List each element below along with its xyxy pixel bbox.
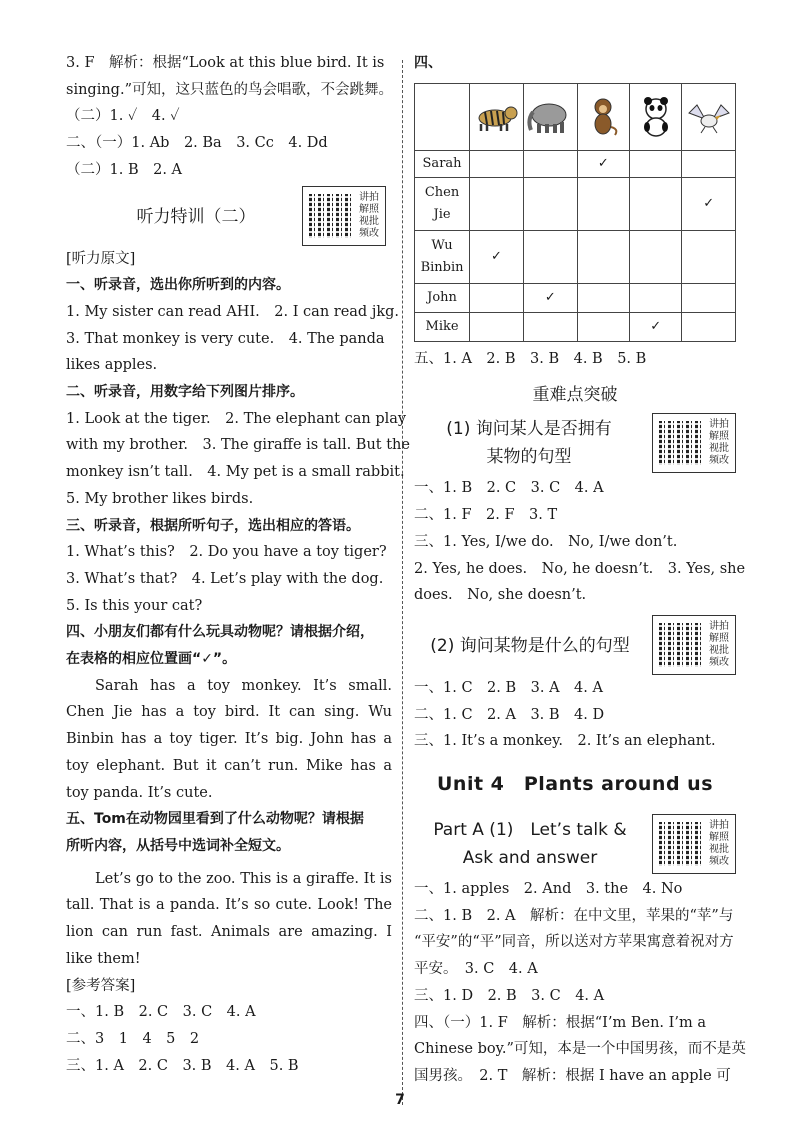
check-mark: ✓ (682, 177, 736, 230)
answer-line: 一、1. B 2. C 3. C 4. A (414, 480, 604, 497)
qr-code-icon (659, 822, 703, 866)
qr-code[interactable] (652, 814, 736, 874)
qr-code[interactable] (302, 186, 386, 246)
column-divider (402, 60, 403, 1105)
table-cell (470, 177, 524, 230)
table-row (415, 177, 736, 230)
table-cell (470, 283, 524, 312)
table-cell (682, 150, 736, 177)
subsection-title-line: 某物的句型 (486, 447, 572, 468)
tiger-icon (470, 88, 523, 146)
passage: Sarah has a toy monkey. It’s small. Chen Jie has a toy bird. It can sing. Wu Binbin has a toy tiger. It’s big. John has a toy elephant. But it can’t run. Mike has a toy panda. It’s cute. (66, 677, 392, 801)
part-heading: 二、听录音，用数字给下列图片排序。 (66, 384, 304, 401)
table-row (415, 230, 736, 283)
left-column (66, 50, 410, 1079)
table-row (415, 312, 736, 341)
table-header-cell (523, 83, 577, 150)
answer-line: 四、（一）1. F 解析：根据“I’m Ben. I’m a (414, 1014, 706, 1031)
qr-label: 讲拍解照视批频改 (359, 191, 379, 239)
page-number: 7 (395, 1092, 405, 1108)
answer-line: 二、1. C 2. A 3. B 4. D (414, 706, 605, 723)
text-line: （二）1. ✓ 4. ✓ (66, 108, 180, 125)
answers-heading: [参考答案] (66, 977, 136, 994)
table-cell (630, 283, 682, 312)
part-heading: 四、小朋友们都有什么玩具动物呢？请根据介绍， (66, 624, 374, 641)
text-line: likes apples. (66, 357, 158, 374)
qr-code-icon (659, 623, 703, 667)
table-cell (682, 312, 736, 341)
passage: Let’s go to the zoo. This is a giraffe. It is tall. That is a panda. It’s so cute. Look! The lion can run fast. Animals are amazing. I like them! (66, 870, 392, 967)
part-heading: 在表格的相应位置画“✓”。 (66, 651, 237, 668)
section-title-row (66, 184, 392, 246)
check-mark: ✓ (577, 150, 629, 177)
text-line: 3. F 解析：根据“Look at this blue bird. It is (66, 55, 385, 71)
table-cell (470, 312, 524, 341)
qr-label: 讲拍解照视批频改 (709, 620, 729, 668)
original-heading: [听力原文] (66, 250, 136, 267)
text-line: 3. What’s that? 4. Let’s play with the dog. (66, 570, 384, 587)
table-cell (523, 150, 577, 177)
text-line: 5. Is this your cat? (66, 597, 203, 614)
part-heading: 一、听录音，选出你所听到的内容。 (66, 277, 290, 294)
table-cell (630, 230, 682, 283)
answer-line: 三、1. It’s a monkey. 2. It’s an elephant. (414, 733, 716, 750)
table-row (415, 283, 736, 312)
answer-line: 一、1. B 2. C 3. C 4. A (66, 1004, 256, 1021)
table-cell (577, 230, 629, 283)
answer-line: 三、1. Yes, I/we do. No, I/we don’t. (414, 533, 678, 550)
text-line: with my brother. 3. The giraffe is tall. But the (66, 437, 410, 454)
part-heading: 三、听录音，根据所听句子，选出相应的答语。 (66, 517, 360, 534)
right-column (414, 50, 746, 1090)
part-title (414, 816, 646, 872)
table-cell (630, 150, 682, 177)
table-cell (577, 312, 629, 341)
text-line: singing.”可知，这只蓝色的鸟会唱歌，不会跳舞。 (66, 81, 393, 98)
answer-line: 三、1. A 2. C 3. B 4. A 5. B (66, 1057, 299, 1074)
check-mark: ✓ (630, 312, 682, 341)
animal-table (414, 83, 736, 342)
text-line: 二、（一）1. Ab 2. Ba 3. Cc 4. Dd (66, 135, 328, 152)
text-line: monkey isn’t tall. 4. My pet is a small rabbit. (66, 464, 405, 481)
qr-label: 讲拍解照视批频改 (709, 820, 729, 868)
table-header-cell (682, 83, 736, 150)
row-name: Sarah (415, 150, 470, 177)
row-name: John (415, 283, 470, 312)
table-cell (523, 312, 577, 341)
check-mark: ✓ (523, 283, 577, 312)
table-header-cell (577, 83, 629, 150)
answer-line: 国男孩。 2. T 解析：根据 I have an apple 可 (414, 1067, 731, 1084)
bird-icon (682, 88, 735, 146)
monkey-icon (578, 88, 629, 146)
answer-line: 五、1. A 2. B 3. B 4. B 5. B (414, 350, 647, 367)
table-cell (523, 177, 577, 230)
table-corner (415, 83, 470, 150)
qr-code[interactable] (652, 615, 736, 675)
part-heading: 五、Tom在动物园里看到了什么动物呢？请根据 (66, 811, 364, 828)
table-header-row (415, 83, 736, 150)
qr-code-icon (309, 194, 353, 238)
answer-line: does. No, she doesn’t. (414, 587, 587, 604)
table-header-cell (470, 83, 524, 150)
text-line: 1. What’s this? 2. Do you have a toy tiger? (66, 544, 387, 561)
answer-line: 2. Yes, he does. No, he doesn’t. 3. Yes, she (414, 560, 746, 577)
subsection-title (414, 415, 644, 471)
text-line: 5. My brother likes birds. (66, 490, 254, 507)
table-cell (682, 230, 736, 283)
answer-line: 平安。 3. C 4. A (414, 961, 538, 978)
answer-line: “平安”的“平”同音，所以送对方苹果寓意着祝对方 (414, 934, 734, 951)
text-line: 1. Look at the tiger. 2. The elephant can play (66, 410, 407, 427)
text-line: 3. That monkey is very cute. 4. The panda (66, 330, 385, 347)
table-cell (523, 230, 577, 283)
unit-title: Unit 4 Plants around us (436, 773, 714, 796)
panda-icon (630, 88, 681, 146)
answer-line: 二、1. B 2. A 解析：在中文里，苹果的“苹”与 (414, 907, 734, 924)
answer-line: 二、1. F 2. F 3. T (414, 507, 558, 524)
qr-label: 讲拍解照视批频改 (709, 419, 729, 467)
answer-line: 一、1. C 2. B 3. A 4. A (414, 679, 603, 696)
answer-line: Chinese boy.”可知，本是一个中国男孩，而不是英 (414, 1041, 746, 1058)
subtitle-row (414, 411, 736, 475)
text-line: 1. My sister can read AHI. 2. I can read jkg. (66, 303, 399, 320)
row-name: Chen Jie (415, 177, 470, 230)
subsection-title-line: (1) 询问某人是否拥有 (446, 419, 612, 440)
part-title-line: Part A (1) Let’s talk & (433, 820, 627, 841)
part-title-line: Ask and answer (462, 848, 598, 869)
part-title-row (414, 812, 736, 876)
answer-line: 一、1. apples 2. And 3. the 4. No (414, 881, 683, 898)
table-cell (577, 177, 629, 230)
check-mark: ✓ (470, 230, 524, 283)
table-cell (470, 150, 524, 177)
table-row (415, 150, 736, 177)
table-cell (577, 283, 629, 312)
table-cell (682, 283, 736, 312)
qr-code-icon (659, 421, 703, 465)
part-heading: 四、 (414, 55, 442, 71)
answer-line: 三、1. D 2. B 3. C 4. A (414, 987, 605, 1004)
row-name: Mike (415, 312, 470, 341)
subsection-title: (2) 询问某物是什么的句型 (430, 635, 630, 656)
section-title: 听力特训（二） (136, 206, 256, 227)
part-heading: 所听内容，从括号中选词补全短文。 (66, 837, 290, 854)
text-line: （二）1. B 2. A (66, 161, 183, 178)
table-cell (630, 177, 682, 230)
elephant-icon (524, 88, 577, 146)
key-title: 重难点突破 (532, 385, 618, 406)
qr-code[interactable] (652, 413, 736, 473)
table-header-cell (630, 83, 682, 150)
row-name: Wu Binbin (415, 230, 470, 283)
subtitle-row (414, 609, 736, 675)
answer-line: 二、3 1 4 5 2 (66, 1030, 200, 1047)
